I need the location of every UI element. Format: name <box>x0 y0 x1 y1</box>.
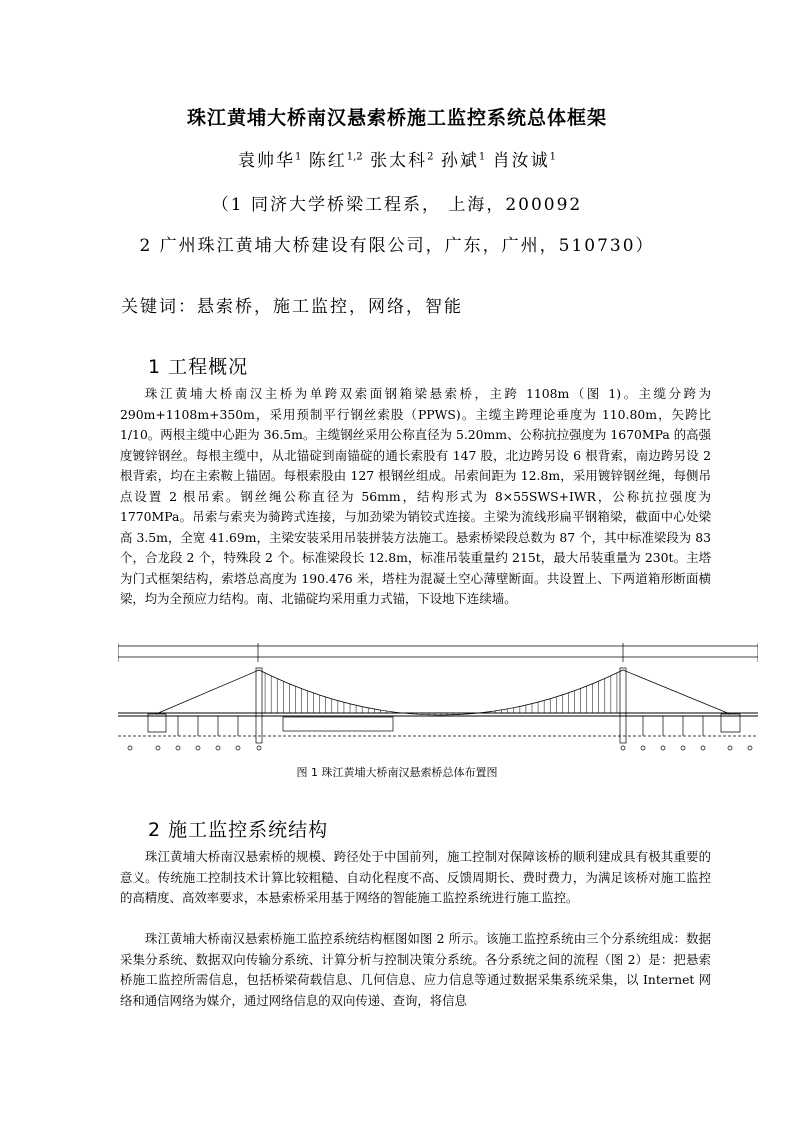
section-heading-1: 1 工程概况 <box>148 356 249 378</box>
section-2-paragraph-1: 珠江黄埔大桥南汉悬索桥的规模、跨径处于中国前列，施工控制对保障该桥的顺利建成具有极其重要的意义。传统施工控制技术计算比较粗糙、自动化程度不高、反馈周期长、费时费力，为满足该桥对施工监控的高精度、高效率要求，本悬索桥采用基于网络的智能施工监控系统进行施工监控。 <box>120 849 711 905</box>
author: 袁帅华$^1$ <box>237 151 302 171</box>
figure-1-caption: 图 1 珠江黄埔大桥南汉悬索桥总体布置图 <box>296 766 498 779</box>
author: 陈红$^{1,2}$ <box>308 151 363 171</box>
author-list <box>0 146 794 171</box>
section-2-paragraph-2: 珠江黄埔大桥南汉悬索桥施工监控系统结构框图如图 2 所示。该施工监控系统由三个分系统组成：数据采集分系统、数据双向传输分系统、计算分析与控制决策分系统。各分系统之间的流程（图 2）是：把悬索桥施工监控所需信息，包括桥梁荷载信息、几何信息、应力信息等通过数据采集系统采集，以 Internet 网络和通信网络为媒介，通过网络信息的双向传递、查询，将信息 <box>120 931 711 1008</box>
author: 肖汝诚$^1$ <box>492 151 557 171</box>
affiliation-1: （1 同济大学桥梁工程系， 上海，200092 <box>211 195 583 215</box>
author: 张太科$^2$ <box>370 151 434 171</box>
affiliation-2: 2 广州珠江黄埔大桥建设有限公司，广东，广州，510730） <box>139 236 655 256</box>
section-1-paragraph: 珠江黄埔大桥南汉主桥为单跨双索面钢箱梁悬索桥，主跨 1108m（图 1)。主缆分跨为 290m+1108m+350m，采用预制平行钢丝索股（PPWS)。主缆主跨理论垂度为 110.80m，矢跨比 1/10。两根主缆中心距为 36.5m。主缆钢丝采用公称直径为 5.20mm、公称抗拉强度为 1670MPa 的高强度镀锌钢丝。每根主缆中，从北锚碇到南锚碇的通长索股有 147 股，北边跨另设 6 根背索，南边跨另设 2 根背索，均在主索鞍上锚固。每根索股由 127 根钢丝组成。吊索间距为 12.8m，采用镀锌钢丝绳，每侧吊点设置 2 根吊索。钢丝绳公称直径为 56mm，结构形式为 8×55SWS+IWR，公称抗拉强度为 1770MPa。吊索与索夹为骑跨式连接，与加劲梁为销铰式连接。主梁为流线形扁平钢箱梁，截面中心处梁高 3.5m，全宽 41.69m，主梁安装采用吊装拼装方法施工。悬索桥梁段总数为 87 个，其中标准梁段为 83 个，合龙段 2 个，特殊段 2 个。标准梁段长 12.8m，标准吊装重量约 215t，最大吊装重量为 230t。主塔为门式框架结构，索塔总高度为 190.476 米，塔柱为混凝土空心薄壁断面。共设置上、下两道箱形断面横梁，均为全预应力结构。南、北锚碇均采用重力式锚，下设地下连续墙。 <box>120 386 711 606</box>
keywords: 关键词：悬索桥，施工监控，网络，智能 <box>121 297 463 317</box>
author: 孙斌$^1$ <box>440 151 486 171</box>
paper-title: 珠江黄埔大桥南汉悬索桥施工监控系统总体框架 <box>186 107 607 129</box>
section-heading-2: 2 施工监控系统结构 <box>148 819 329 841</box>
bridge-layout-figure <box>118 640 758 760</box>
